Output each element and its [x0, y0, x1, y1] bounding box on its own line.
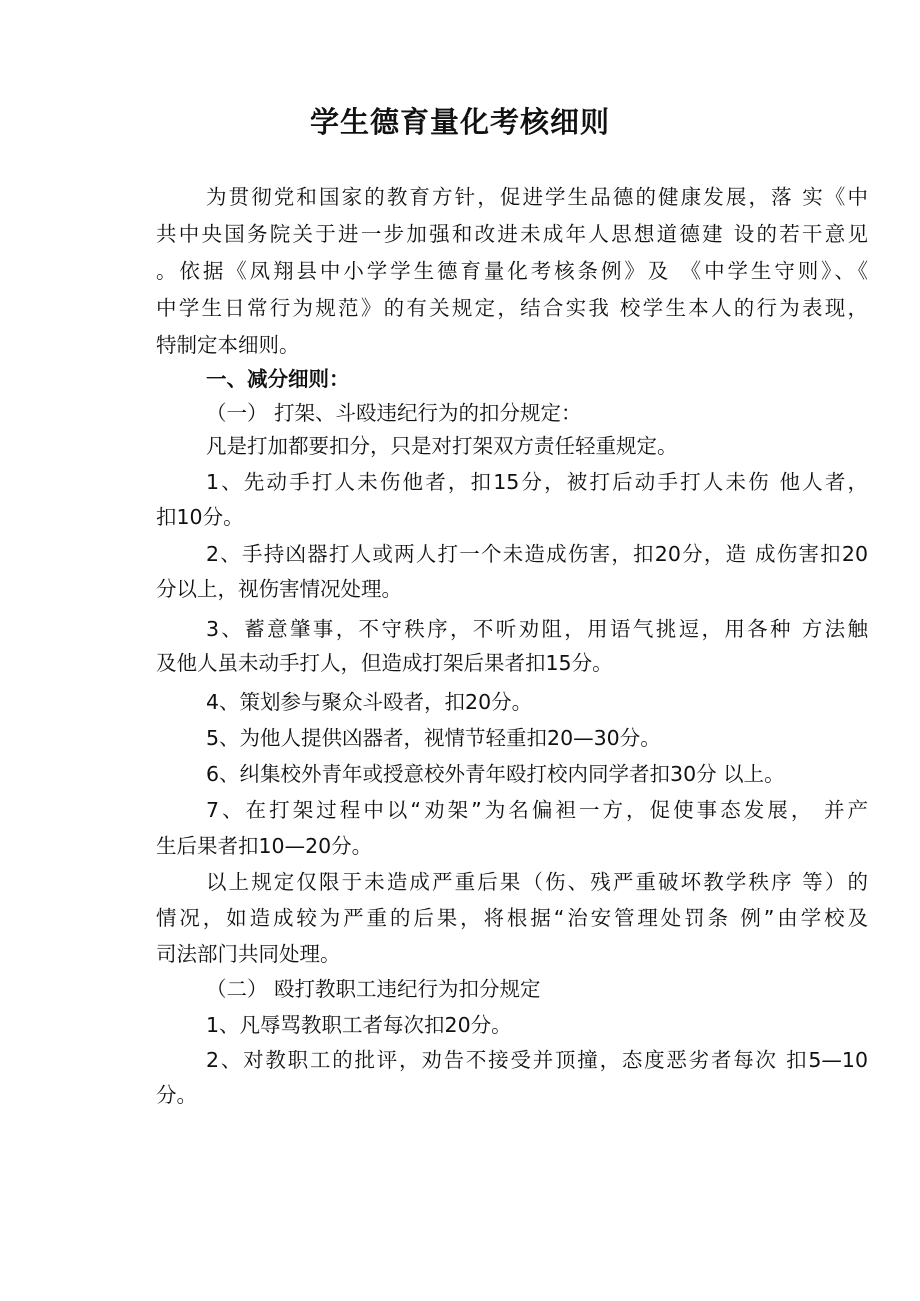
rule-item: 3、蓄意肇事，不守秩序，不听劝阻，用语气挑逗，用各种 方法触 — [206, 617, 868, 641]
paragraph-line: 为贯彻党和国家的教育方针，促进学生品德的健康发展，落 实《中 — [206, 185, 868, 209]
rule-item-continued: 分。 — [156, 1083, 197, 1107]
rule-item: 1、凡辱骂教职工者每次扣20分。 — [206, 1013, 512, 1037]
paragraph-line: 情况，如造成较为严重的后果，将根据“治安管理处罚条 例”由学校及 — [156, 906, 868, 930]
rule-item: 2、手持凶器打人或两人打一个未造成伤害，扣20分，造 成伤害扣20 — [206, 542, 868, 566]
subsection-heading: （二） 殴打教职工违纪行为扣分规定 — [206, 977, 541, 1001]
rule-item-continued: 生后果者扣10—20分。 — [156, 834, 373, 858]
paragraph-line: 。依据《凤翔县中小学学生德育量化考核条例》及 《中学生守则》、《 — [156, 259, 868, 283]
rule-item: 4、策划参与聚众斗殴者，扣20分。 — [206, 690, 533, 714]
document-title: 学生德育量化考核细则 — [309, 105, 610, 139]
rule-item: 5、为他人提供凶器者，视情节轻重扣20—30分。 — [206, 726, 661, 750]
rule-item: 2、对教职工的批评，劝告不接受并顶撞，态度恶劣者每次 扣5—10 — [206, 1048, 868, 1072]
paragraph-line: 特制定本细则。 — [156, 333, 300, 357]
paragraph-line: 凡是打加都要扣分，只是对打架双方责任轻重规定。 — [206, 434, 678, 458]
rule-item: 6、纠集校外青年或授意校外青年殴打校内同学者扣30分 以上。 — [206, 762, 785, 786]
paragraph-line: 司法部门共同处理。 — [156, 942, 341, 966]
section-heading: 一、减分细则： — [206, 367, 350, 391]
paragraph-line: 共中央国务院关于进一步加强和改进未成年人思想道德建 设的若干意见 — [156, 222, 868, 246]
rule-item: 7、在打架过程中以“劝架”为名偏袒一方，促使事态发展， 并产 — [206, 798, 868, 822]
rule-item: 1、先动手打人未伤他者，扣15分，被打后动手打人未伤 他人者， — [206, 470, 868, 494]
subsection-heading: （一） 打架、斗殴违纪行为的扣分规定： — [206, 401, 582, 425]
rule-item-continued: 扣10分。 — [156, 505, 244, 529]
rule-item-continued: 及他人虽未动手打人，但造成打架后果者扣15分。 — [156, 651, 613, 675]
rule-item-continued: 分以上，视伤害情况处理。 — [156, 577, 402, 601]
paragraph-line: 以上规定仅限于未造成严重后果（伤、残严重破坏教学秩序 等）的 — [206, 870, 868, 894]
paragraph-line: 中学生日常行为规范》的有关规定，结合实我 校学生本人的行为表现， — [156, 296, 868, 320]
